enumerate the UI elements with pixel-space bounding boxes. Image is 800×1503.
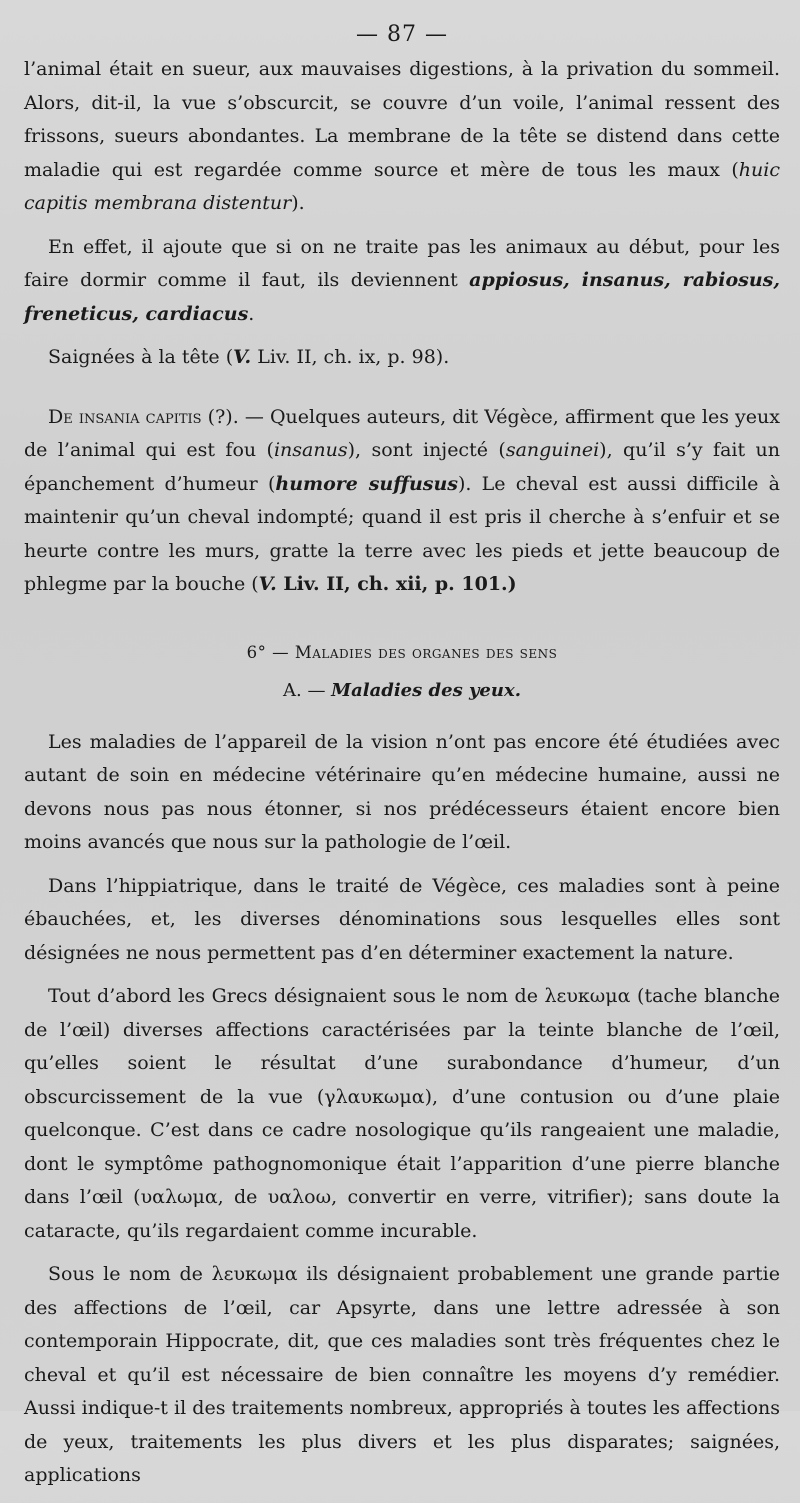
- paragraph-3: [24, 341, 780, 375]
- text-span: , convertir en verre, vitrifier); sans doute la cataracte, qu’ils regardaient comme incurable.: [24, 1186, 780, 1242]
- section-run-in-title: De insania capitis (?).: [48, 405, 239, 428]
- latin-term: insanus: [273, 439, 348, 461]
- paragraph-6: Dans l’hippiatrique, dans le traité de Végèce, ces maladies sont à peine ébauchées, et, les diverses dénominations sous lesquelles elles sont désignées ne nous permettent pas d’en déterminer exactement la nature.: [24, 874, 780, 964]
- section-heading: 6° — Maladies des organes des sens: [246, 642, 558, 662]
- text-span: — Quelques auteurs, dit Végèce, affirment que les yeux de l’animal qui est fou (: [24, 405, 780, 461]
- text-span: .: [248, 302, 255, 325]
- subsection-heading: [24, 676, 780, 706]
- text-span: En effet, il ajoute que si on ne traite pas les animaux au début, pour les faire dormir comme il faut, ils deviennent: [24, 235, 780, 291]
- text-span: ils désignaient probablement une grande partie des affections de l’œil, car Apsyrte, dans une lettre adressée à son contemporain Hippocrate, dit, que ces maladies sont très fréquentes chez le cheval et qu’il est nécessaire de bien connaître les moyens d’y remédier. Aussi indique-t il des traitements nombreux, appropriés à toutes les affections de yeux, traitements les plus divers et les plus disparates; saignées, applications: [24, 1263, 780, 1486]
- latin-terms: appiosus, insanus, rabiosus, freneticus, cardiacus: [24, 269, 780, 325]
- text-span: Sous le nom de: [48, 1263, 212, 1285]
- greek-term: υαλωμα: [140, 1186, 218, 1208]
- greek-term: υαλοω: [267, 1186, 332, 1208]
- reference-text: Liv. II, ch. xii, p. 101.): [276, 573, 517, 595]
- latin-quote: huic capitis membrana distentur: [24, 158, 780, 214]
- latin-term: humore suffusus: [275, 472, 458, 495]
- text-span: Liv. II, ch. ix, p. 98).: [251, 346, 450, 368]
- text-span: Saignées à la tête (: [48, 346, 234, 368]
- paragraph-2: [24, 231, 780, 332]
- text-span: ), sont injecté (: [347, 439, 506, 461]
- text-span: ). Le cheval est aussi difficile à maintenir qu’un cheval indompté; quand il est pris il cherche à s’enfuir et se heurte contre les murs, gratte la terre avec les pieds et jette beaucoup de phlegme par la bouche (: [24, 472, 780, 595]
- page-number: — 87 —: [356, 22, 448, 47]
- text-span: l’animal était en sueur, aux mauvaises digestions, à la privation du sommeil. Alors, dit-il, la vue s’obscurcit, se couvre d’un voile, l’animal ressent des frissons, sueurs abondantes. La membrane de la tête se distend dans cette maladie qui est regardée comme source et mère de tous les maux (: [24, 58, 780, 181]
- text-span: ), d’une contusion ou d’une plaie quelconque. C’est dans ce cadre nosologique qu’ils rangeaient une maladie, dont le symptôme pathognomonique était l’apparition d’une pierre blanche dans l’œil (: [24, 1085, 780, 1208]
- subsection-title: Maladies des yeux.: [331, 679, 521, 701]
- reference-abbrev: V.: [258, 573, 277, 595]
- greek-term: γλαυκωμα: [324, 1085, 425, 1108]
- document-page: [24, 22, 780, 1503]
- text-span: (tache blanche de l’œil) diverses affections caractérisées par la teinte blanche de l’œil, qu’elles soient le résultat d’une surabondance d’humeur, d’un obscurcissement de la vue (: [24, 985, 780, 1108]
- text-span: Tout d’abord les Grecs désignaient sous le nom de: [48, 985, 545, 1007]
- text-span: ).: [291, 192, 305, 214]
- paragraph-1: [24, 53, 780, 221]
- reference-abbrev: V.: [233, 346, 252, 368]
- greek-term: λευκωμα: [544, 985, 631, 1007]
- text-span: ), qu’il s’y fait un épanchement d’humeur (: [24, 439, 781, 495]
- paragraph-7: [24, 980, 780, 1248]
- paragraph-4: [24, 401, 780, 602]
- latin-term: sanguinei: [505, 439, 600, 461]
- subsection-letter: A. —: [283, 679, 332, 701]
- paragraph-8: [24, 1258, 780, 1493]
- greek-term: λευκωμα: [211, 1263, 298, 1285]
- paragraph-5: Les maladies de l’appareil de la vision n’ont pas encore été étudiées avec autant de soin en médecine vétérinaire qu’en médecine humaine, aussi ne devons nous pas nous étonner, si nos prédécesseurs étaient encore bien moins avancés que nous sur la pathologie de l’œil.: [24, 730, 780, 853]
- text-span: , de: [217, 1186, 268, 1208]
